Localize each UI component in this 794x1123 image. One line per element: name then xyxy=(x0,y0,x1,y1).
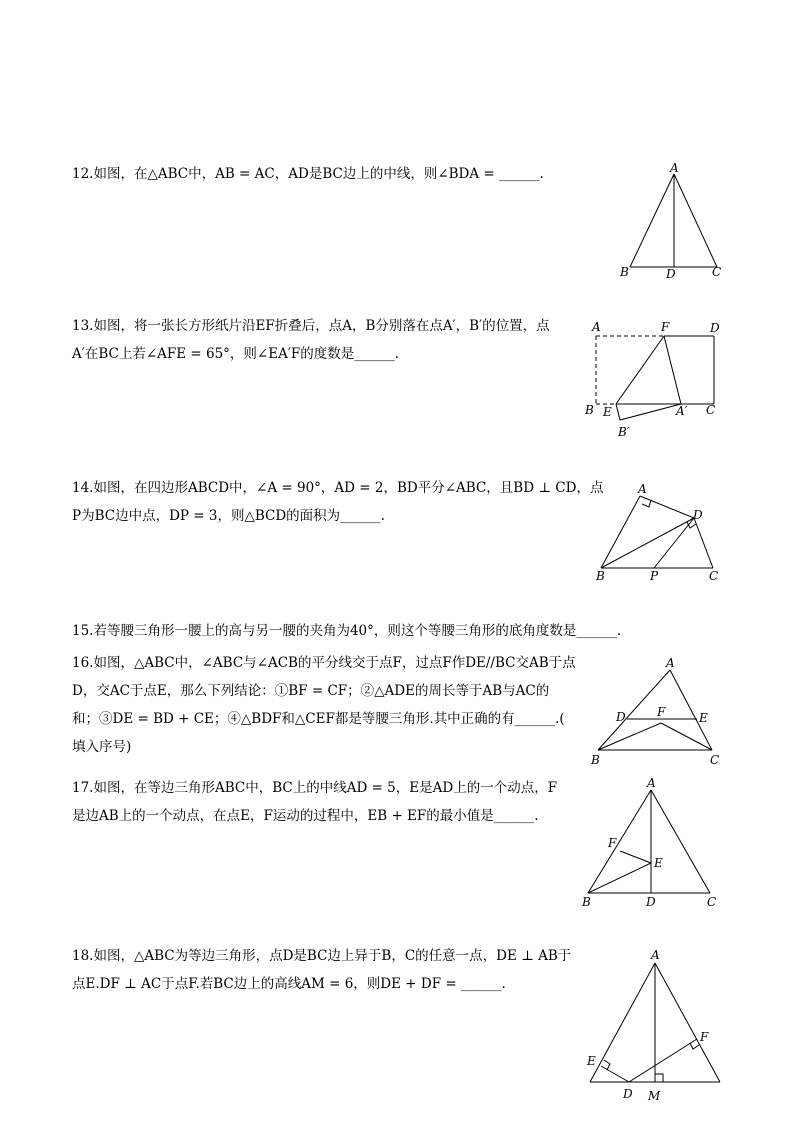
fig14-right-angle-d xyxy=(687,522,696,528)
figure-16 xyxy=(585,655,735,775)
question-17 xyxy=(72,774,557,830)
question-16-line-2: D，交AC于点E，那么下列结论：①BF = CF；②△ADE的周长等于AB与AC的 xyxy=(72,683,550,699)
fig12-side-ab xyxy=(630,174,674,267)
question-16-line-4: 填入序号) xyxy=(72,739,132,755)
fig18-right-angle-m xyxy=(655,1074,663,1082)
fig14-right-angle-a xyxy=(642,500,651,507)
fig12-label-a: A xyxy=(670,161,679,175)
fig18-label-d: D xyxy=(623,1087,633,1101)
fig13-label-b-prime: B′ xyxy=(618,425,630,439)
fig13-label-e: E xyxy=(603,405,612,419)
fig16-label-c: C xyxy=(710,753,720,767)
fig16-label-f: F xyxy=(657,705,666,719)
fig16-label-a: A xyxy=(666,656,675,670)
figure-14-svg xyxy=(590,480,730,590)
fig12-label-c: C xyxy=(712,265,722,279)
figure-18 xyxy=(575,945,735,1110)
fig18-right-angle-f xyxy=(690,1043,699,1049)
fig13-label-a: A xyxy=(592,320,601,334)
fig18-label-m: M xyxy=(648,1089,661,1103)
question-18-line-1: 18.如图，△ABC为等边三角形，点D是BC边上异于B，C的任意一点，DE ⊥ AB于 xyxy=(72,948,572,964)
question-17-line-1: 17.如图，在等边三角形ABC中，BC上的中线AD = 5，E是AD上的一个动点，F xyxy=(72,780,558,796)
fig16-side-ac xyxy=(670,670,712,750)
fig14-label-d: D xyxy=(693,508,703,522)
fig17-label-c: C xyxy=(707,895,717,909)
figure-12-svg xyxy=(600,160,740,285)
fig14-label-p: P xyxy=(650,569,659,583)
question-18 xyxy=(72,942,571,998)
fig13-label-b: B xyxy=(585,403,594,417)
fig14-side-dc xyxy=(694,518,713,568)
figure-13-svg xyxy=(580,318,730,443)
fig17-label-f: F xyxy=(608,836,617,850)
fig16-label-b: B xyxy=(591,753,600,767)
fig18-perp-de xyxy=(601,1066,629,1082)
question-15 xyxy=(72,617,621,645)
fig13-edge-fa1 xyxy=(664,336,681,404)
figure-17 xyxy=(575,775,725,915)
question-17-line-2: 是边AB上的一个动点，在点E，F运动的过程中，EB + EF的最小值是______. xyxy=(72,808,539,824)
fig17-side-ac xyxy=(651,790,710,893)
figure-12 xyxy=(600,160,740,285)
fig14-label-a: A xyxy=(638,482,647,496)
question-14-line-2: P为BC边中点，DP = 3，则△BCD的面积为______. xyxy=(72,508,385,524)
fig17-label-d: D xyxy=(646,895,656,909)
figure-14 xyxy=(590,480,730,590)
fig18-side-ab xyxy=(590,963,655,1082)
fig14-seg-dp xyxy=(654,518,694,568)
fig12-label-d: D xyxy=(666,267,676,281)
fig16-label-d: D xyxy=(616,710,626,724)
fig17-label-e: E xyxy=(654,856,663,870)
fig13-edge-eb1 xyxy=(616,404,620,420)
fig12-label-b: B xyxy=(620,265,629,279)
fig12-side-ac xyxy=(674,174,717,267)
fig16-label-e: E xyxy=(699,711,708,725)
fig14-label-c: C xyxy=(709,569,719,583)
question-14-line-1: 14.如图，在四边形ABCD中，∠A = 90°，AD = 2，BD平分∠ABC，且BD ⊥ CD，点 xyxy=(72,480,604,496)
question-12-line-1: 12.如图，在△ABC中，AB = AC，AD是BC边上的中线，则∠BDA = ______. xyxy=(72,166,544,182)
fig18-label-e: E xyxy=(587,1054,596,1068)
figure-17-svg xyxy=(575,775,725,915)
question-13 xyxy=(72,312,550,368)
figure-16-svg xyxy=(585,655,735,775)
fig13-label-f: F xyxy=(661,320,670,334)
fig14-label-b: B xyxy=(596,569,605,583)
fig18-side-ac xyxy=(655,963,720,1082)
question-16 xyxy=(72,649,576,761)
figure-13 xyxy=(580,318,730,443)
question-13-line-2: A′在BC上若∠AFE = 65°，则∠EA′F的度数是______. xyxy=(72,346,400,362)
fig13-edge-b1a1 xyxy=(620,404,681,420)
question-13-line-1: 13.如图，将一张长方形纸片沿EF折叠后，点A，B分别落在点A′，B′的位置，点 xyxy=(72,318,550,334)
fig16-bisector-bf xyxy=(598,723,661,750)
question-14 xyxy=(72,474,603,530)
fig18-label-f: F xyxy=(700,1030,709,1044)
fig13-fold-ef xyxy=(616,336,664,404)
fig18-label-a: A xyxy=(651,948,660,962)
fig17-label-b: B xyxy=(582,895,591,909)
question-12 xyxy=(72,160,544,188)
fig13-label-a-prime: A′ xyxy=(676,404,688,418)
fig17-label-a: A xyxy=(647,776,656,790)
question-18-line-2: 点E.DF ⊥ AC于点F.若BC边上的高线AM = 6，则DE + DF = ______. xyxy=(72,976,506,992)
figure-18-svg xyxy=(575,945,735,1110)
question-16-line-3: 和；③DE = BD + CE；④△BDF和△CEF都是等腰三角形.其中正确的有______.( xyxy=(72,711,565,727)
fig13-label-d: D xyxy=(710,321,720,335)
fig13-label-c: C xyxy=(706,403,716,417)
question-16-line-1: 16.如图，△ABC中，∠ABC与∠ACB的平分线交于点F，过点F作DE//BC交AB于点 xyxy=(72,655,576,671)
question-15-line-1: 15.若等腰三角形一腰上的高与另一腰的夹角为40°，则这个等腰三角形的底角度数是______. xyxy=(72,623,622,639)
fig17-seg-fe xyxy=(620,851,651,863)
